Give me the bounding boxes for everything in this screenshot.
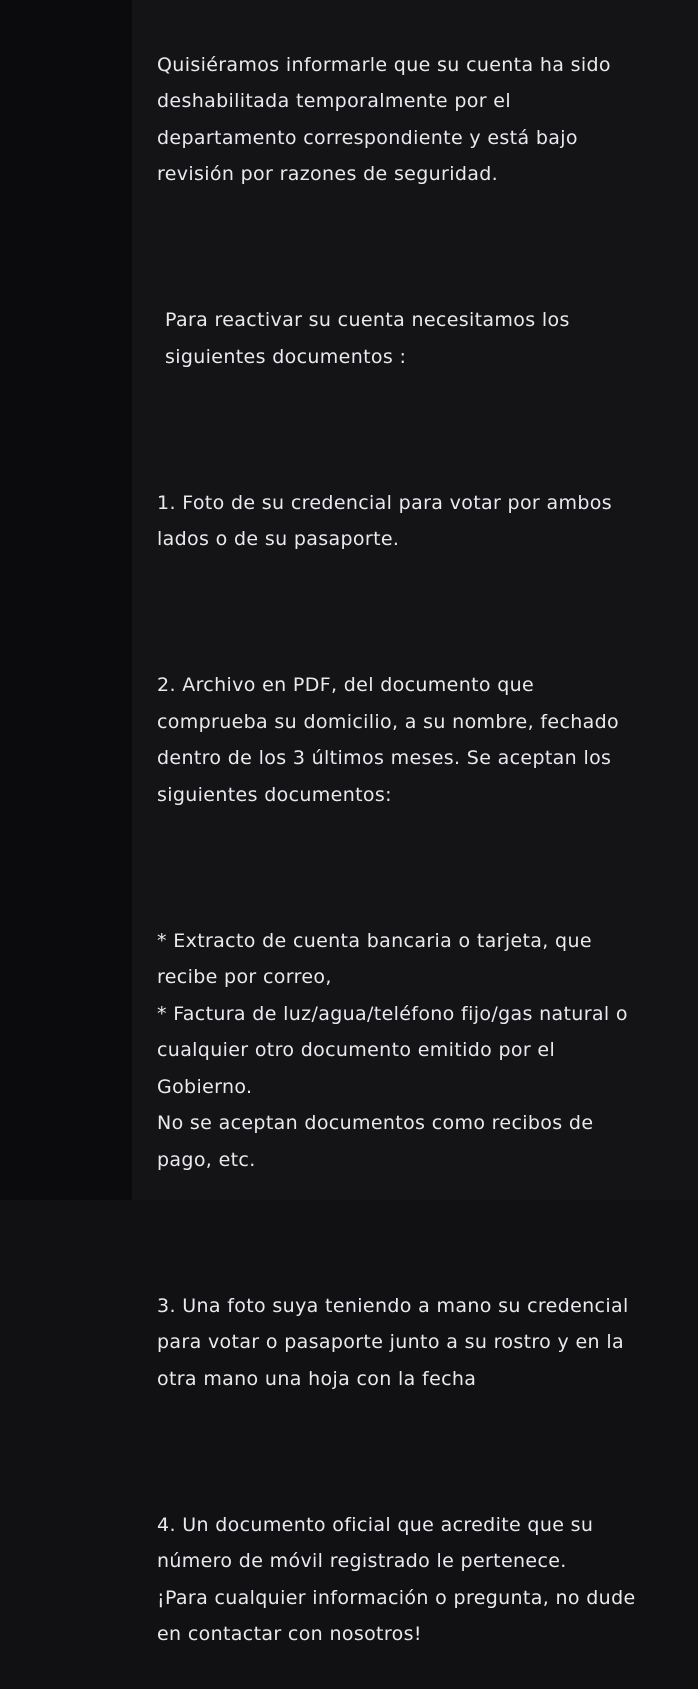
spacer bbox=[157, 229, 657, 266]
left-margin-band bbox=[0, 0, 132, 1200]
spacer bbox=[157, 412, 657, 449]
intro-paragraph: Quisiéramos informarle que su cuenta ha sido deshabilitada temporalmente por el departamento correspondiente y está bajo revisión por razones de seguridad. bbox=[157, 53, 611, 185]
request-paragraph: Para reactivar su cuenta necesitamos los siguientes documentos : bbox=[165, 309, 570, 368]
spacer bbox=[157, 1434, 657, 1471]
spacer bbox=[157, 850, 657, 887]
message-text bbox=[157, 10, 657, 1689]
document-item-4: 4. Un documento oficial que acredite que su número de móvil registrado le pertenece. ¡Para cualquier información o pregunta, no dude en contactar con nosotros! bbox=[157, 1513, 636, 1645]
document-item-3: 3. Una foto suya teniendo a mano su credencial para votar o pasaporte junto a su rostro y en la otra mano una hoja con la fecha bbox=[157, 1294, 629, 1390]
document-item-1: 1. Foto de su credencial para votar por ambos lados o de su pasaporte. bbox=[157, 491, 612, 550]
spacer bbox=[157, 1215, 657, 1252]
document-item-2: 2. Archivo en PDF, del documento que comprueba su domicilio, a su nombre, fechado dentro de los 3 últimos meses. Se aceptan los siguientes documentos: bbox=[157, 674, 620, 806]
accepted-documents-list: * Extracto de cuenta bancaria o tarjeta, que recibe por correo, * Factura de luz/agua/teléfono fijo/gas natural o cualquier otro documento emitido por el Gobierno. No se aceptan documentos como recibos de pago, etc. bbox=[157, 929, 628, 1171]
spacer bbox=[157, 594, 657, 631]
